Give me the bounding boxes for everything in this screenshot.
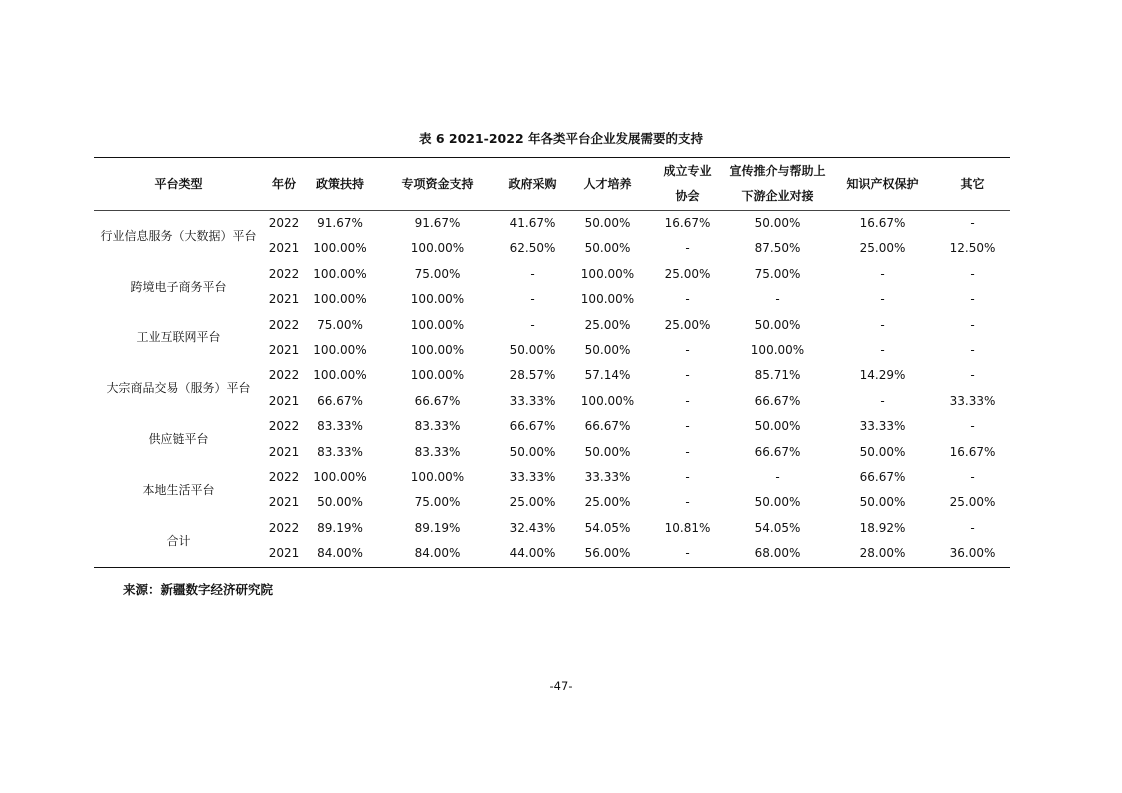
value-cell: 50.00%: [584, 216, 631, 230]
value-cell: 100.00%: [410, 343, 465, 358]
value-cell: -: [685, 470, 690, 485]
table-row: [94, 465, 1010, 490]
year-cell: 2022: [268, 368, 300, 383]
value-cell: 66.67%: [754, 444, 801, 459]
value-cell: 75.00%: [414, 495, 461, 510]
value-cell: 50.00%: [859, 495, 906, 510]
value-cell: 75.00%: [317, 317, 363, 332]
value-cell: -: [880, 393, 885, 408]
value-cell: 84.00%: [414, 546, 461, 561]
table-title: 表 6 2021-2022 年各类平台企业发展需要的支持: [418, 131, 704, 146]
platform-type-cell: 跨境电子商务平台: [130, 279, 227, 294]
value-cell: 66.67%: [584, 419, 631, 434]
year-cell: 2021: [268, 495, 300, 510]
column-header: 知识产权保护: [846, 176, 919, 191]
table-header: [94, 158, 1010, 211]
value-cell: 50.00%: [584, 444, 631, 459]
value-cell: 16.67%: [664, 216, 711, 230]
table-row: [94, 313, 1010, 338]
value-cell: 100.00%: [580, 393, 635, 408]
platform-type-cell: 供应链平台: [148, 431, 209, 446]
value-cell: 66.67%: [859, 470, 906, 485]
value-cell: 25.00%: [859, 241, 906, 256]
value-cell: 44.00%: [509, 546, 556, 561]
value-cell: -: [970, 470, 975, 485]
value-cell: -: [775, 292, 780, 307]
value-cell: 100.00%: [313, 292, 367, 307]
value-cell: 91.67%: [414, 216, 461, 230]
value-cell: -: [685, 292, 690, 307]
year-cell: 2021: [268, 241, 300, 256]
value-cell: 100.00%: [410, 368, 465, 383]
value-cell: 14.29%: [859, 368, 906, 383]
column-header: 成立专业协会: [663, 164, 712, 203]
value-cell: -: [685, 419, 690, 434]
value-cell: 50.00%: [754, 495, 801, 510]
value-cell: 100.00%: [580, 292, 635, 307]
value-cell: 33.33%: [859, 419, 906, 434]
page-number: -47-: [549, 679, 573, 693]
value-cell: 83.33%: [414, 419, 461, 434]
value-cell: 100.00%: [313, 470, 367, 485]
value-cell: 33.33%: [509, 470, 556, 485]
value-cell: 32.43%: [509, 520, 556, 535]
value-cell: 50.00%: [754, 216, 801, 230]
value-cell: 41.67%: [509, 216, 556, 230]
value-cell: 54.05%: [754, 520, 801, 535]
value-cell: 50.00%: [859, 444, 906, 459]
value-cell: 16.67%: [949, 444, 996, 459]
value-cell: -: [880, 292, 885, 307]
value-cell: 50.00%: [754, 317, 801, 332]
column-header: 专项资金支持: [401, 176, 474, 191]
value-cell: 33.33%: [949, 393, 996, 408]
value-cell: -: [775, 470, 780, 485]
table-row: [94, 414, 1010, 439]
value-cell: -: [685, 546, 690, 561]
value-cell: 25.00%: [664, 317, 711, 332]
source-note: 来源：新疆数字经济研究院: [123, 582, 274, 597]
value-cell: 12.50%: [949, 241, 996, 256]
value-cell: -: [970, 368, 975, 383]
value-cell: -: [970, 520, 975, 535]
value-cell: 18.92%: [859, 520, 906, 535]
value-cell: 100.00%: [410, 470, 465, 485]
value-cell: 50.00%: [509, 444, 556, 459]
value-cell: 50.00%: [584, 241, 631, 256]
column-header: 宣传推介与帮助上下游企业对接: [729, 164, 826, 203]
value-cell: -: [530, 266, 535, 281]
value-cell: -: [685, 368, 690, 383]
value-cell: 16.67%: [859, 216, 906, 230]
value-cell: -: [970, 343, 975, 358]
column-header: 政府采购: [508, 176, 557, 191]
table-row: [94, 363, 1010, 388]
value-cell: 85.71%: [754, 368, 801, 383]
value-cell: 25.00%: [664, 266, 711, 281]
value-cell: -: [530, 317, 535, 332]
value-cell: -: [970, 266, 975, 281]
platform-type-cell: 工业互联网平台: [136, 330, 221, 345]
column-header: 平台类型: [154, 176, 203, 191]
value-cell: 83.33%: [317, 419, 363, 434]
value-cell: 66.67%: [414, 393, 461, 408]
platform-type-cell: 本地生活平台: [142, 482, 215, 497]
value-cell: 50.00%: [317, 495, 363, 510]
value-cell: 100.00%: [410, 292, 465, 307]
year-cell: 2021: [268, 444, 300, 459]
value-cell: 100.00%: [410, 317, 465, 332]
value-cell: 25.00%: [949, 495, 996, 510]
table-row: [94, 516, 1010, 541]
column-header: 政策扶持: [315, 176, 364, 191]
value-cell: 83.33%: [414, 444, 461, 459]
value-cell: 33.33%: [509, 393, 556, 408]
value-cell: 100.00%: [580, 266, 635, 281]
value-cell: 68.00%: [754, 546, 801, 561]
value-cell: 75.00%: [754, 266, 801, 281]
value-cell: -: [970, 216, 975, 230]
value-cell: 28.57%: [509, 368, 556, 383]
column-header: 年份: [271, 176, 296, 191]
value-cell: 36.00%: [949, 546, 996, 561]
value-cell: -: [685, 495, 690, 510]
platform-type-cell: 行业信息服务（大数据）平台: [100, 228, 257, 243]
table-row: [94, 211, 1010, 237]
value-cell: 10.81%: [664, 520, 711, 535]
value-cell: 87.50%: [754, 241, 801, 256]
platform-type-cell: 大宗商品交易（服务）平台: [106, 381, 251, 396]
value-cell: -: [530, 292, 535, 307]
year-cell: 2021: [268, 292, 300, 307]
value-cell: -: [970, 292, 975, 307]
value-cell: 57.14%: [584, 368, 631, 383]
table-body: [94, 211, 1010, 568]
table-row: [94, 262, 1010, 287]
value-cell: 66.67%: [509, 419, 556, 434]
column-header: 其它: [960, 176, 985, 191]
value-cell: 100.00%: [313, 368, 367, 383]
value-cell: -: [970, 419, 975, 434]
year-cell: 2022: [268, 266, 300, 281]
value-cell: 25.00%: [584, 317, 631, 332]
value-cell: -: [970, 317, 975, 332]
value-cell: 66.67%: [317, 393, 363, 408]
value-cell: 33.33%: [584, 470, 631, 485]
support-needs-table: [94, 157, 1010, 568]
value-cell: -: [880, 343, 885, 358]
value-cell: 50.00%: [584, 343, 631, 358]
value-cell: 25.00%: [509, 495, 556, 510]
value-cell: 50.00%: [509, 343, 556, 358]
value-cell: 28.00%: [859, 546, 906, 561]
column-header: 人才培养: [583, 176, 632, 191]
value-cell: 84.00%: [317, 546, 363, 561]
value-cell: 66.67%: [754, 393, 801, 408]
value-cell: -: [685, 343, 690, 358]
value-cell: 100.00%: [750, 343, 805, 358]
value-cell: 56.00%: [584, 546, 631, 561]
value-cell: 89.19%: [414, 520, 461, 535]
year-cell: 2021: [268, 393, 300, 408]
value-cell: -: [880, 266, 885, 281]
value-cell: 54.05%: [584, 520, 631, 535]
value-cell: 50.00%: [754, 419, 801, 434]
year-cell: 2022: [268, 419, 300, 434]
year-cell: 2021: [268, 546, 300, 561]
value-cell: -: [880, 317, 885, 332]
year-cell: 2021: [268, 343, 300, 358]
value-cell: 83.33%: [317, 444, 363, 459]
value-cell: 75.00%: [414, 266, 461, 281]
value-cell: 100.00%: [313, 241, 367, 256]
year-cell: 2022: [268, 520, 300, 535]
value-cell: 89.19%: [317, 520, 363, 535]
value-cell: 25.00%: [584, 495, 631, 510]
value-cell: -: [685, 444, 690, 459]
value-cell: 100.00%: [313, 343, 367, 358]
value-cell: -: [685, 393, 690, 408]
year-cell: 2022: [268, 470, 300, 485]
value-cell: 100.00%: [313, 266, 367, 281]
year-cell: 2022: [268, 216, 300, 230]
value-cell: 91.67%: [317, 216, 363, 230]
value-cell: -: [685, 241, 690, 256]
value-cell: 62.50%: [509, 241, 556, 256]
value-cell: 100.00%: [410, 241, 465, 256]
platform-type-cell: 合计: [166, 533, 191, 548]
year-cell: 2022: [268, 317, 300, 332]
